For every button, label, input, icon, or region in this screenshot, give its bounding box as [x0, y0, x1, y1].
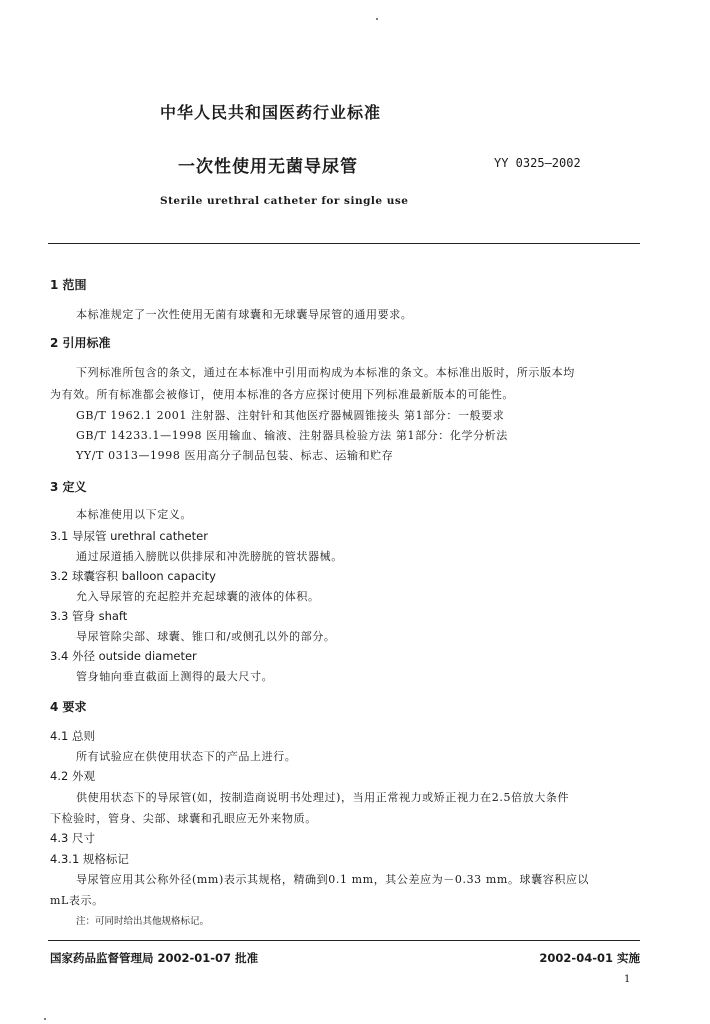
subsection-4-1-heading: 4.1 总则 — [50, 729, 95, 743]
subsection-4-3-1-text-line1: 导尿管应用其公称外径(mm)表示其规格，精确到0.1 mm，其公差应为－0.33 mm。球囊容积应以 — [76, 873, 590, 886]
definition-3-1-term: 3.1 导尿管 urethral catheter — [50, 529, 208, 543]
section-1-heading: 1 范围 — [50, 278, 87, 292]
section-2-para-line2: 为有效。所有标准都会被修订，使用本标准的各方应探讨使用下列标准最新版本的可能性。 — [50, 388, 514, 401]
definition-3-4-term: 3.4 外径 outside diameter — [50, 649, 197, 663]
standard-number: YY 0325—2002 — [494, 156, 581, 170]
definition-3-4-text: 管身轴向垂直截面上测得的最大尺寸。 — [76, 670, 274, 683]
definition-3-2-text: 允入导尿管的充起腔并充起球囊的液体的体积。 — [76, 590, 320, 603]
definition-3-1-text: 通过尿道插入膀胱以供排尿和冲洗膀胱的管状器械。 — [76, 550, 343, 563]
footer-divider — [48, 940, 640, 941]
note: 注：可同时给出其他规格标记。 — [76, 916, 210, 927]
subsection-4-3-1-text-line2: mL表示。 — [50, 894, 104, 907]
issuing-organization: 中华人民共和国医药行业标准 — [160, 103, 382, 122]
section-2-heading: 2 引用标准 — [50, 336, 111, 350]
section-2-para-line1: 下列标准所包含的条文，通过在本标准中引用而构成为本标准的条文。本标准出版时，所示版本均 — [76, 366, 575, 379]
subsection-4-1-text: 所有试验应在供使用状态下的产品上进行。 — [76, 750, 297, 763]
definition-3-2-term: 3.2 球囊容积 balloon capacity — [50, 569, 216, 583]
reference-gb-t-14233: GB/T 14233.1—1998 医用输血、输液、注射器具检验方法 第1部分：化学分析法 — [76, 429, 508, 442]
definition-3-3-term: 3.3 管身 shaft — [50, 609, 128, 623]
document-title: 一次性使用无菌导尿管 — [178, 157, 358, 177]
section-1-text: 本标准规定了一次性使用无菌有球囊和无球囊导尿管的通用要求。 — [76, 308, 413, 321]
subsection-4-2-heading: 4.2 外观 — [50, 769, 95, 783]
approval-statement: 国家药品监督管理局 2002-01-07 批准 — [50, 951, 259, 965]
page-number: 1 — [624, 974, 631, 985]
implementation-date: 2002-04-01 实施 — [539, 951, 640, 965]
section-3-heading: 3 定义 — [50, 480, 87, 494]
scan-speck — [376, 18, 378, 20]
reference-yy-t-0313: YY/T 0313—1998 医用高分子制品包装、标志、运输和贮存 — [76, 449, 394, 462]
section-3-intro: 本标准使用以下定义。 — [76, 508, 192, 521]
section-4-heading: 4 要求 — [50, 700, 87, 714]
subsection-4-3-heading: 4.3 尺寸 — [50, 831, 95, 845]
subsection-4-3-1-heading: 4.3.1 规格标记 — [50, 852, 129, 866]
subsection-4-2-text-line1: 供使用状态下的导尿管(如，按制造商说明书处理过)，当用正常视力或矫正视力在2.5倍放大条件 — [76, 791, 570, 804]
english-title: Sterile urethral catheter for single use — [160, 195, 409, 207]
reference-gb-t-1962: GB/T 1962.1 2001 注射器、注射针和其他医疗器械圆锥接头 第1部分：一般要求 — [76, 409, 505, 422]
scan-speck — [44, 1018, 46, 1020]
header-divider — [48, 243, 640, 244]
subsection-4-2-text-line2: 下检验时，管身、尖部、球囊和孔眼应无外来物质。 — [50, 812, 317, 825]
definition-3-3-text: 导尿管除尖部、球囊、锥口和/或侧孔以外的部分。 — [76, 630, 336, 643]
